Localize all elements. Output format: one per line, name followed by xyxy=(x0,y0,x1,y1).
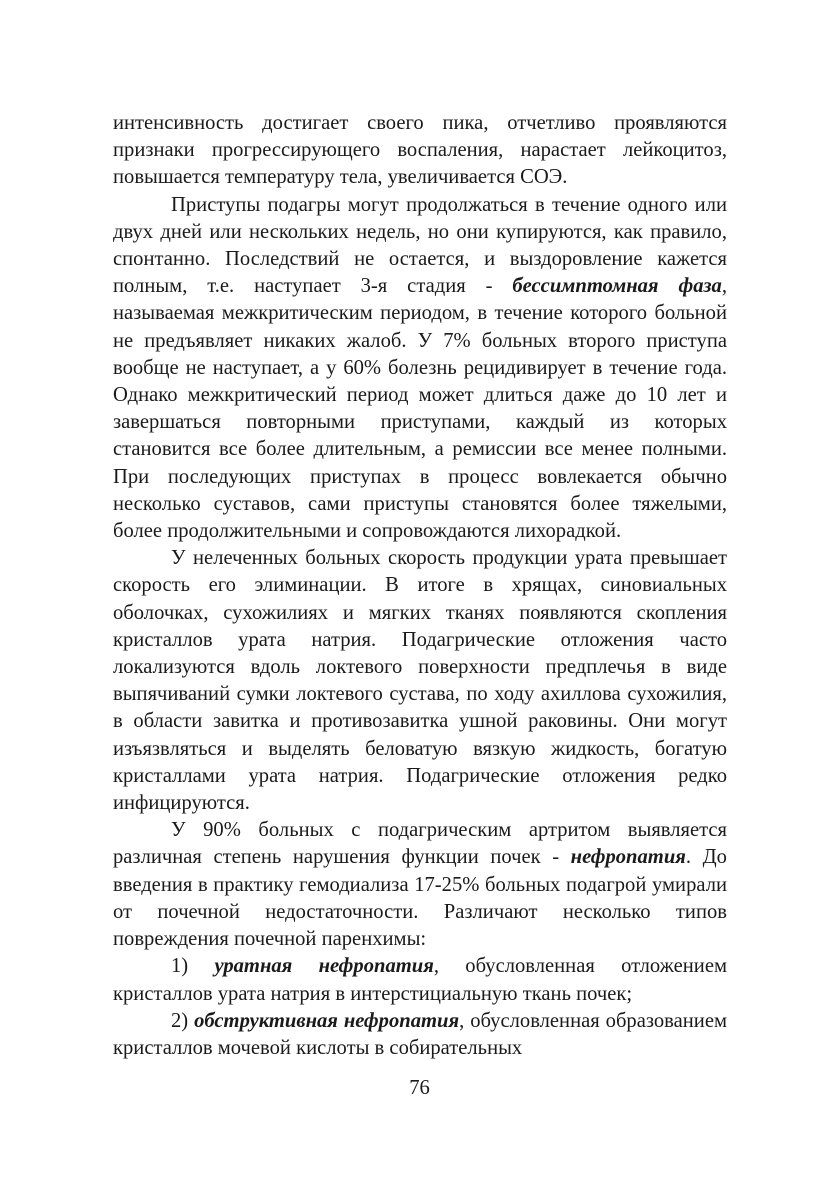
paragraph-2 xyxy=(113,192,727,546)
paragraph-1 xyxy=(113,110,727,192)
paragraph-2-after: , называемая межкритическим периодом, в течение которого больной не предъявляет никаких жалоб. У 7% больных второго приступа вообще не наступает, а у 60% болезнь рецидивирует в течение года. Однако межкритический период может длиться даже до 10 лет и завершаться повторными приступами, каждый из которых становится все более длительным, а ремиссии все менее полными. При последующих приступах в процесс вовлекается обычно несколько суставов, сами приступы становятся более тяжелыми, более продолжительными и сопровождаются лихорадкой. xyxy=(113,275,727,543)
paragraph-3-text: У нелеченных больных скорость продукции урата превышает скорость его элиминации. В итоге в хрящах, синовиальных оболочках, сухожилиях и мягких тканях появляются скопления кристаллов урата натрия. Подагрические отложения часто локализуются вдоль локтевого поверхности предплечья в виде выпячиваний сумки локтевого сустава, по ходу ахиллова сухожилия, в области завитка и противозавитка ушной раковины. Они могут изъязвляться и выделять беловатую вязкую жидкость, богатую кристаллами урата натрия. Подагрические отложения редко инфицируются. xyxy=(113,547,727,815)
page-body xyxy=(113,110,727,1062)
list-item-2-after: , обусловленная образованием кристаллов мочевой кислоты в собирательных xyxy=(113,1009,727,1059)
paragraph-4-before: У 90% больных с подагрическим артритом выявляется различная степень нарушения функции почек - xyxy=(113,819,727,869)
term-asymptomatic-phase: бессимптомная фаза xyxy=(512,275,722,298)
term-urate-nephropathy: уратная нефропатия xyxy=(214,955,434,978)
list-item-1-marker: 1) xyxy=(171,955,215,978)
paragraph-2-before: Приступы подагры могут продолжаться в течение одного или двух дней или нескольких недель, но они купируются, как правило, спонтанно. Последствий не остается, и выздоровление кажется полным, т.е. наступает 3-я стадия - xyxy=(113,193,727,298)
page-number: 76 xyxy=(409,1077,430,1099)
list-item-2 xyxy=(113,1008,727,1062)
paragraph-4 xyxy=(113,817,727,953)
paragraph-4-after: . До введения в практику гемодиализа 17-25% больных подагрой умирали от почечной недостаточности. Различают несколько типов повреждения почечной паренхимы: xyxy=(113,846,727,951)
term-nephropathy: нефропатия xyxy=(570,846,686,869)
list-item-1-after: , обусловленная отложением кристаллов урата натрия в интерстициальную ткань почек; xyxy=(113,955,727,1005)
term-obstructive-nephropathy: обструктивная нефропатия xyxy=(194,1009,460,1032)
list-item-2-marker: 2) xyxy=(171,1009,195,1032)
list-item-1 xyxy=(113,953,727,1007)
paragraph-1-text: интенсивность достигает своего пика, отчетливо проявляются признаки прогрессирующего воспаления, нарастает лейкоцитоз, повышается температуру тела, увеличивается СОЭ. xyxy=(113,112,727,189)
paragraph-3 xyxy=(113,545,727,817)
